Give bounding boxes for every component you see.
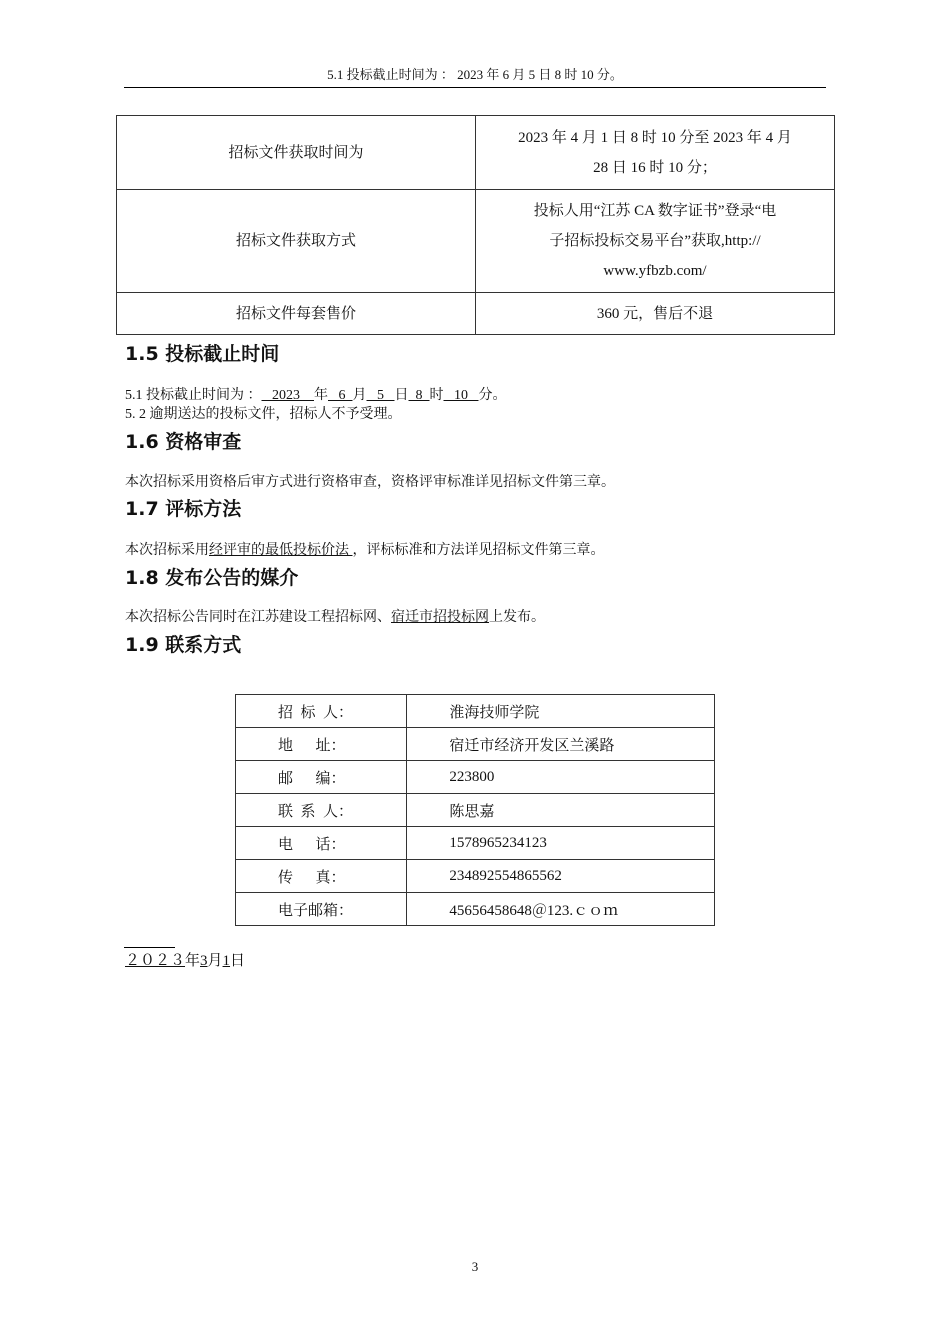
table-row bbox=[236, 761, 715, 794]
date-month-unit: 月 bbox=[207, 953, 223, 969]
deadline-minute: 10 bbox=[443, 388, 479, 403]
table-cell-label: 招标文件获取方式 bbox=[117, 190, 476, 293]
table-cell-value: 360 元，售后不退 bbox=[476, 293, 835, 335]
deadline-year: 2023 bbox=[261, 388, 314, 403]
contact-label: 电子邮箱： bbox=[236, 893, 407, 926]
page-number: 3 bbox=[471, 1259, 479, 1274]
contact-value: 陈思嘉 bbox=[407, 794, 715, 827]
unit-minute: 分。 bbox=[478, 388, 507, 403]
contact-value: 宿迁市经济开发区兰溪路 bbox=[407, 728, 715, 761]
table-cell-label: 招标文件每套售价 bbox=[117, 293, 476, 335]
deadline-prefix: 5.1 投标截止时间为 ： bbox=[125, 388, 262, 403]
section-heading-qualification: 1.6 资格审查 bbox=[125, 431, 242, 453]
contact-table bbox=[235, 694, 715, 926]
tender-info-table bbox=[116, 115, 835, 335]
contact-label: 地 址： bbox=[236, 728, 407, 761]
contact-label: 招 标 人： bbox=[236, 695, 407, 728]
contact-value: 45656458648＠123.ｃｏｍ bbox=[407, 893, 715, 926]
table-row bbox=[236, 893, 715, 926]
value-line: 子招标投标交易平台”获取,http:// bbox=[549, 233, 761, 249]
date-year-unit: 年 bbox=[185, 953, 201, 969]
late-submission-note: 5. 2 逾期送达的投标文件，招标人不予受理。 bbox=[125, 407, 402, 422]
table-row bbox=[117, 293, 835, 335]
evaluation-method: 经评审的最低投标价法 bbox=[209, 543, 353, 558]
table-row bbox=[117, 116, 835, 190]
section-heading-deadline: 1.5 投标截止时间 bbox=[125, 343, 280, 365]
contact-value: 淮海技师学院 bbox=[407, 695, 715, 728]
unit-day: 日 bbox=[394, 388, 409, 403]
date-day: 1 bbox=[222, 953, 231, 969]
date-year: ２０２３ bbox=[125, 953, 186, 969]
table-row bbox=[236, 728, 715, 761]
table-row bbox=[236, 860, 715, 893]
contact-value: 234892554865562 bbox=[407, 860, 715, 893]
media-text bbox=[125, 608, 545, 627]
deadline-hour: 8 bbox=[408, 388, 430, 403]
date-month: 3 bbox=[200, 953, 208, 969]
value-line: 28 日 16 时 10 分； bbox=[593, 159, 717, 176]
unit-year: 年 bbox=[314, 388, 328, 403]
unit-month: 月 bbox=[352, 388, 367, 403]
deadline-line bbox=[125, 386, 507, 405]
table-row bbox=[117, 190, 835, 293]
signature-line bbox=[124, 947, 175, 948]
contact-value: 1578965234123 bbox=[407, 827, 715, 860]
document-date bbox=[125, 951, 245, 971]
table-cell-label: 招标文件获取时间为 bbox=[117, 116, 476, 190]
contact-label: 联 系 人： bbox=[236, 794, 407, 827]
header-rule bbox=[124, 87, 826, 88]
contact-label: 邮 编： bbox=[236, 761, 407, 794]
value-line: www.yfbzb.com/ bbox=[603, 263, 707, 279]
evaluation-suffix: ，评标标准和方法详见招标文件第三章。 bbox=[352, 543, 605, 558]
page-header: 5.1 投标截止时间为 ： 2023 年 6 月 5 日 8 时 10 分。 bbox=[327, 67, 623, 82]
value-line: 投标人用“江苏 CA 数字证书”登录“电 bbox=[533, 203, 777, 219]
table-row bbox=[236, 794, 715, 827]
table-row bbox=[236, 827, 715, 860]
deadline-day: 5 bbox=[366, 388, 395, 403]
deadline-month: 6 bbox=[328, 388, 353, 403]
value-line: 2023 年 4 月 1 日 8 时 10 分至 2023 年 4 月 bbox=[518, 129, 792, 146]
media-suffix: 上发布。 bbox=[489, 610, 545, 625]
media-site: 宿迁市招投标网 bbox=[391, 610, 489, 625]
table-cell-value bbox=[476, 190, 835, 293]
evaluation-prefix: 本次招标采用 bbox=[125, 543, 209, 558]
media-prefix: 本次招标公告同时在江苏建设工程招标网、 bbox=[125, 610, 391, 625]
table-row bbox=[236, 695, 715, 728]
date-day-unit: 日 bbox=[230, 953, 246, 969]
section-heading-contact: 1.9 联系方式 bbox=[125, 634, 242, 656]
qualification-text: 本次招标采用资格后审方式进行资格审查，资格评审标准详见招标文件第三章。 bbox=[125, 475, 615, 490]
section-heading-evaluation: 1.7 评标方法 bbox=[125, 498, 242, 520]
contact-label: 电 话： bbox=[236, 827, 407, 860]
contact-value: 223800 bbox=[407, 761, 715, 794]
evaluation-text bbox=[125, 541, 605, 560]
section-heading-media: 1.8 发布公告的媒介 bbox=[125, 567, 299, 589]
table-cell-value bbox=[476, 116, 835, 190]
contact-label: 传 真： bbox=[236, 860, 407, 893]
unit-hour: 时 bbox=[429, 388, 444, 403]
